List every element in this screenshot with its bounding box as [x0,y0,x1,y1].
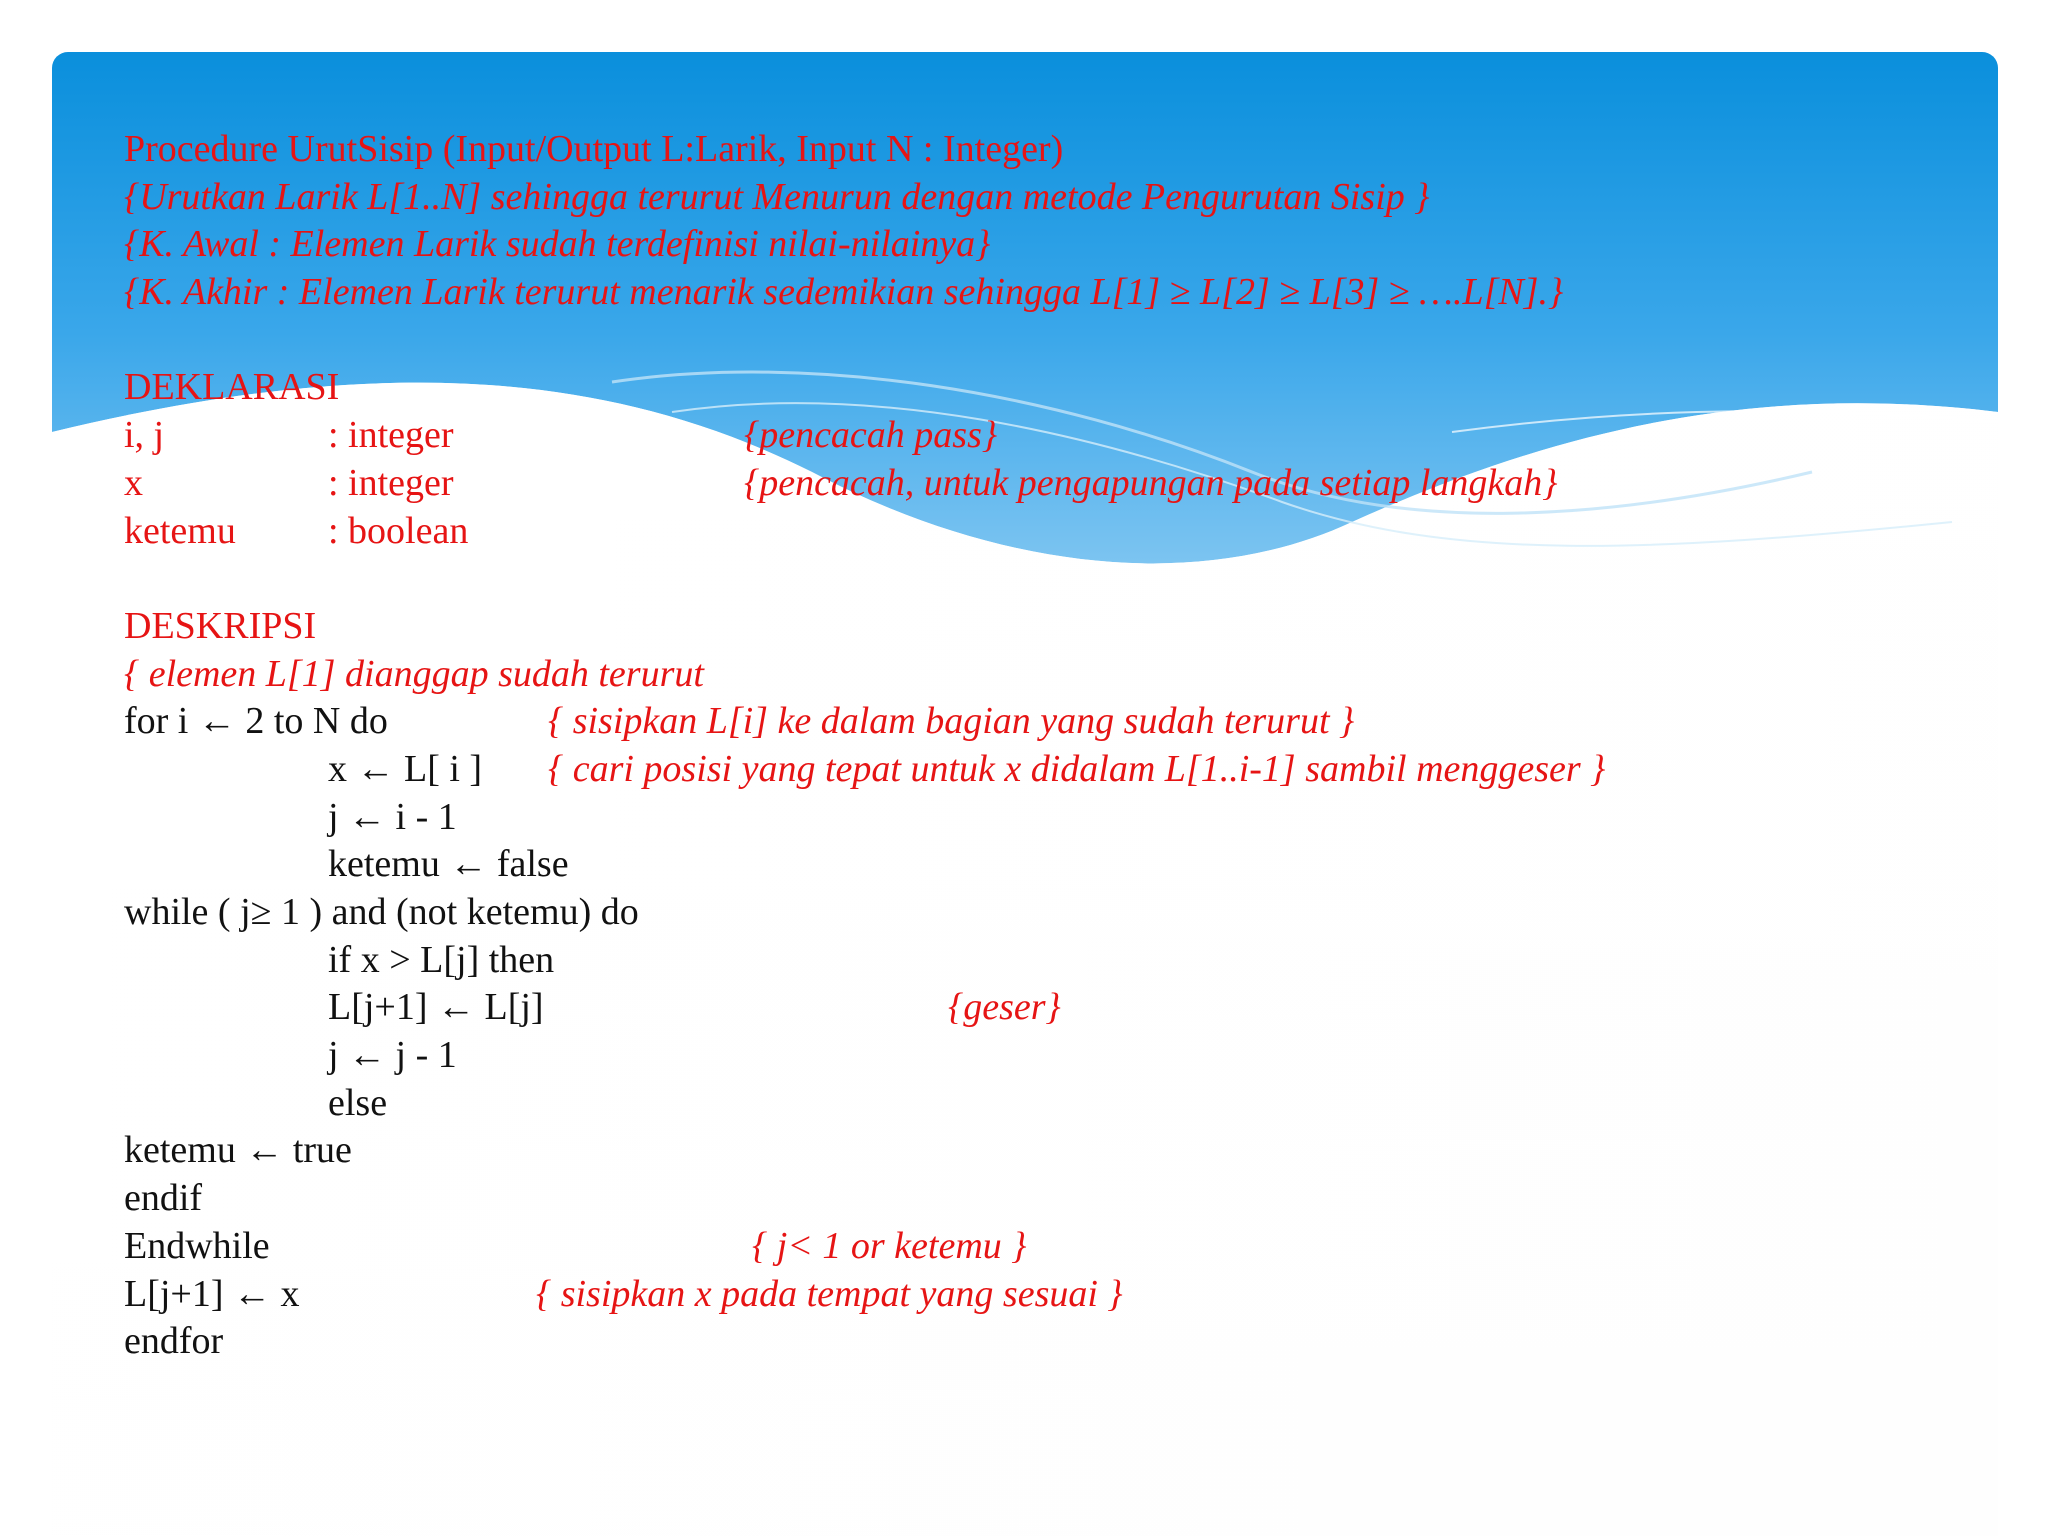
declaration-row [124,508,1964,556]
code-line [124,1318,1964,1366]
code-text: j ← j - 1 [328,1034,457,1077]
declaration-row [124,460,1964,508]
code-line [124,889,1964,937]
initial-state-comment: {K. Awal : Elemen Larik sudah terdefinisi nilai-nilainya} [124,223,991,266]
comment-line [124,269,1964,317]
code-line [124,1271,1964,1319]
code-line [124,1223,1964,1271]
code-comment: { sisipkan L[i] ke dalam bagian yang sudah terurut } [548,700,1355,743]
procedure-comment: {Urutkan Larik L[1..N] sehingga terurut Menurun dengan metode Pengurutan Sisip } [124,175,1430,218]
code-line [124,794,1964,842]
procedure-header [124,126,1964,174]
section-title [124,603,1964,651]
code-text: j ← i - 1 [328,795,457,838]
code-text: if x > L[j] then [328,938,555,981]
code-text: while ( j≥ 1 ) and (not ketemu) do [124,891,639,933]
code-text: ketemu ← true [124,1129,352,1172]
slide [52,52,1998,1536]
final-state-comment: {K. Akhir : Elemen Larik terurut menarik sedemikian sehingga L[1] ≥ L[2] ≥ L[3] ≥ ….L[N].} [124,271,1564,314]
deskripsi-title: DESKRIPSI [124,604,317,647]
code-text: x ← L[ i ] [328,747,483,790]
code-text: endfor [124,1320,224,1363]
pseudocode-content [124,126,1964,1366]
code-line [124,746,1964,794]
var-name: ketemu [124,509,236,552]
comment-line [124,174,1964,222]
code-comment: { j< 1 or ketemu } [752,1224,1027,1267]
deklarasi-title: DEKLARASI [124,366,340,409]
code-comment: {geser} [948,986,1061,1029]
code-line [124,937,1964,985]
var-name: i, j [124,414,165,457]
code-text: for i ← 2 to N do [124,700,388,743]
var-comment: {pencacah pass} [744,414,998,457]
code-text: endif [124,1177,203,1220]
code-line [124,841,1964,889]
code-line [124,1175,1964,1223]
var-type: : boolean [328,509,469,552]
code-text: L[j+1] ← L[j] [328,986,544,1029]
code-comment: { sisipkan x pada tempat yang sesuai } [536,1272,1123,1315]
var-type: : integer [328,461,454,504]
code-line [124,984,1964,1032]
code-comment: { cari posisi yang tepat untuk x didalam L[1..i-1] sambil menggeser } [548,747,1606,790]
deskripsi-note: { elemen L[1] dianggap sudah terurut [124,652,704,695]
code-line [124,698,1964,746]
declaration-row [124,412,1964,460]
code-line [124,1032,1964,1080]
code-text: else [328,1081,388,1124]
procedure-signature: Procedure UrutSisip (Input/Output L:Larik, Input N : Integer) [124,128,1064,170]
var-comment: {pencacah, untuk pengapungan pada setiap langkah} [744,461,1558,504]
code-line [124,1080,1964,1128]
var-name: x [124,461,143,504]
comment-line [124,221,1964,269]
code-text: Endwhile [124,1224,270,1267]
code-text: ketemu ← false [328,843,569,886]
code-text: L[j+1] ← x [124,1272,300,1315]
code-line [124,1127,1964,1175]
comment-line [124,651,1964,699]
section-title [124,364,1964,412]
var-type: : integer [328,414,454,457]
